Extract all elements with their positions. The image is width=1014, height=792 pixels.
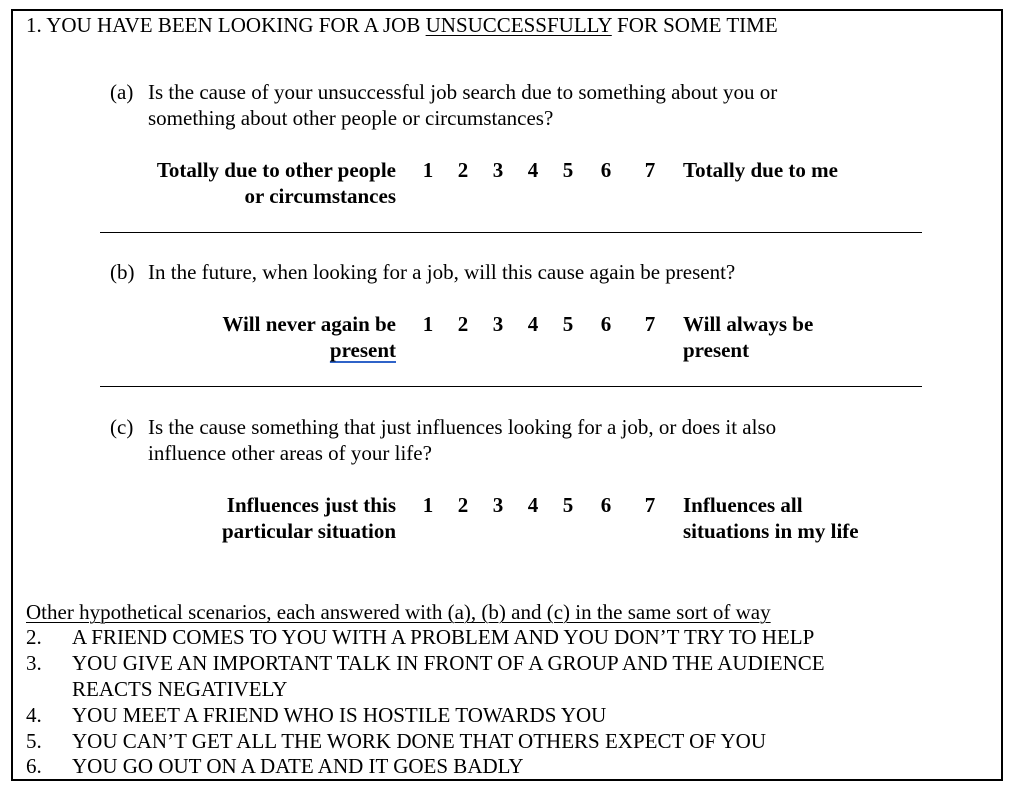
scale-option[interactable]: 7 bbox=[644, 158, 656, 182]
scale-option[interactable]: 6 bbox=[600, 158, 612, 182]
scale-option[interactable]: 3 bbox=[492, 312, 504, 336]
question-text-line2: influence other areas of your life? bbox=[148, 441, 432, 465]
scale-left-anchor-line1: Totally due to other people bbox=[156, 158, 396, 182]
scale-option[interactable]: 1 bbox=[422, 158, 434, 182]
scale-left-anchor-line1: Will never again be bbox=[222, 312, 396, 336]
scale-left-anchor-line2: or circumstances bbox=[244, 184, 396, 208]
scenario-text-continued: REACTS NEGATIVELY bbox=[72, 677, 288, 701]
scale-left-anchor-line1: Influences just this bbox=[226, 493, 396, 517]
question-text-line1: Is the cause of your unsuccessful job search due to something about you or bbox=[148, 80, 778, 104]
scale-right-anchor-line1: Totally due to me bbox=[683, 158, 838, 182]
scale-option[interactable]: 5 bbox=[562, 493, 574, 517]
scale-option[interactable]: 4 bbox=[527, 312, 539, 336]
question-text-line1: Is the cause something that just influences looking for a job, or does it also bbox=[148, 415, 777, 439]
scale-right-anchor-line2: situations in my life bbox=[683, 519, 859, 543]
scale-option[interactable]: 2 bbox=[457, 312, 469, 336]
scenario-number: 3. bbox=[26, 651, 42, 675]
question-label: (b) bbox=[110, 260, 135, 284]
scale-option[interactable]: 6 bbox=[600, 312, 612, 336]
scale-left-anchor-line2: present bbox=[329, 338, 396, 362]
scale-right-anchor-line1: Will always be bbox=[683, 312, 814, 336]
heading-suffix: FOR SOME TIME bbox=[611, 13, 778, 37]
heading-underlined: UNSUCCESSFULLY bbox=[425, 13, 612, 37]
scale-option[interactable]: 5 bbox=[562, 158, 574, 182]
question-text-line1: In the future, when looking for a job, will this cause again be present? bbox=[148, 260, 736, 284]
question-text-line2: something about other people or circumstances? bbox=[148, 106, 554, 130]
other-scenarios-intro: Other hypothetical scenarios, each answered with (a), (b) and (c) in the same sort of way bbox=[26, 600, 771, 624]
scenario-number: 4. bbox=[26, 703, 42, 727]
scenario-text: YOU GO OUT ON A DATE AND IT GOES BADLY bbox=[72, 754, 524, 778]
scale-option[interactable]: 2 bbox=[457, 493, 469, 517]
scale-option[interactable]: 1 bbox=[422, 312, 434, 336]
scenario-text: YOU GIVE AN IMPORTANT TALK IN FRONT OF A GROUP AND THE AUDIENCE bbox=[72, 651, 825, 675]
scale-option[interactable]: 5 bbox=[562, 312, 574, 336]
scenario-heading bbox=[26, 12, 778, 38]
scale-option[interactable]: 3 bbox=[492, 158, 504, 182]
section-divider bbox=[100, 232, 922, 233]
scenario-text: YOU MEET A FRIEND WHO IS HOSTILE TOWARDS YOU bbox=[72, 703, 607, 727]
scale-option[interactable]: 4 bbox=[527, 158, 539, 182]
scenario-number: 2. bbox=[26, 625, 42, 649]
scenario-text: YOU CAN’T GET ALL THE WORK DONE THAT OTHERS EXPECT OF YOU bbox=[72, 729, 766, 753]
scale-left-anchor-line2: particular situation bbox=[221, 519, 396, 543]
scale-option[interactable]: 1 bbox=[422, 493, 434, 517]
scale-option[interactable]: 3 bbox=[492, 493, 504, 517]
scenario-number: 5. bbox=[26, 729, 42, 753]
scale-option[interactable]: 7 bbox=[644, 493, 656, 517]
scale-right-anchor-line2: present bbox=[683, 338, 750, 362]
heading-prefix: 1. YOU HAVE BEEN LOOKING FOR A JOB bbox=[26, 13, 426, 37]
scenario-text: A FRIEND COMES TO YOU WITH A PROBLEM AND YOU DON’T TRY TO HELP bbox=[72, 625, 815, 649]
scale-right-anchor-line1: Influences all bbox=[683, 493, 803, 517]
question-label: (c) bbox=[110, 415, 134, 439]
scale-option[interactable]: 2 bbox=[457, 158, 469, 182]
question-label: (a) bbox=[110, 80, 134, 104]
section-divider bbox=[100, 386, 922, 387]
scenario-number: 6. bbox=[26, 754, 42, 778]
scale-option[interactable]: 6 bbox=[600, 493, 612, 517]
scale-option[interactable]: 7 bbox=[644, 312, 656, 336]
scale-option[interactable]: 4 bbox=[527, 493, 539, 517]
